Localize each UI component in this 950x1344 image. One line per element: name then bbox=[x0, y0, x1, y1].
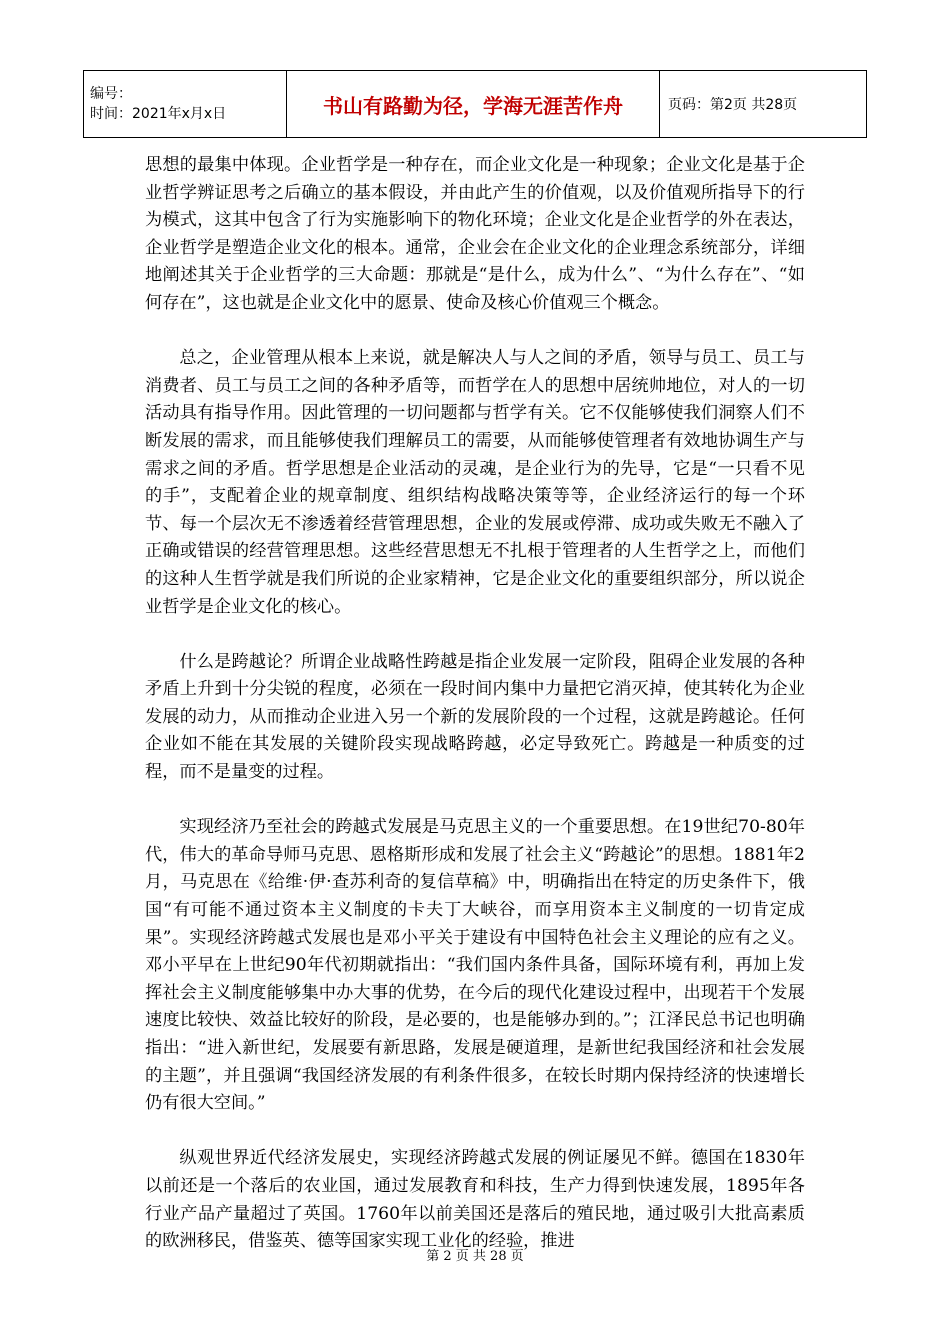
header-motto: 书山有路勤为径，学海无涯苦作舟 bbox=[287, 71, 660, 138]
paragraph: 总之，企业管理从根本上来说，就是解决人与人之间的矛盾，领导与员工、员工与消费者、员工与员工之间的各种矛盾等，而哲学在人的思想中居统帅地位，对人的一切活动具有指导作用。因此管理的一切问题都与哲学有关。它不仅能够使我们洞察人们不断发展的需求，而且能够使我们理解员工的需要，从而能够使管理者有效地协调生产与需求之间的矛盾。哲学思想是企业活动的灵魂，是企业行为的先导，它是“一只看不见的手”，支配着企业的规章制度、组织结构战略决策等等，企业经济运行的每一个环节、每一个层次无不渗透着经营管理思想，企业的发展或停滞、成功或失败无不融入了正确或错误的经营管理思想。这些经营思想无不扎根于管理者的人生哲学之上，而他们的这种人生哲学就是我们所说的企业家精神，它是企业文化的重要组织部分，所以说企业哲学是企业文化的核心。 bbox=[145, 348, 805, 617]
page-footer: 第 2 页 共 28 页 bbox=[426, 1249, 524, 1264]
time-label: 时间：2021年x月x日 bbox=[90, 106, 227, 122]
paragraph: 实现经济乃至社会的跨越式发展是马克思主义的一个重要思想。在19世纪70-80年代，伟大的革命导师马克思、恩格斯形成和发展了社会主义“跨越论”的思想。1881年2月，马克思在《给维·伊·查苏利奇的复信草稿》中，明确指出在特定的历史条件下，俄国“有可能不通过资本主义制度的卡夫丁大峡谷，而享用资本主义制度的一切肯定成果”。实现经济跨越式发展也是邓小平关于建设有中国特色社会主义理论的应有之义。邓小平早在上世纪90年代初期就指出：“我们国内条件具备，国际环境有利，再加上发挥社会主义制度能够集中办大事的优势，在今后的现代化建设过程中，出现若干个发展速度比较快、效益比较好的阶段，是必要的，也是能够办到的。”；江泽民总书记也明确指出：“进入新世纪，发展要有新思路，发展是硬道理，是新世纪我国经济和社会发展的主题”，并且强调“我国经济发展的有利条件很多，在较长时期内保持经济的快速增长仍有很大空间。” bbox=[145, 817, 805, 1114]
document-body bbox=[145, 152, 805, 1283]
number-label: 编号： bbox=[90, 86, 132, 102]
paragraph: 思想的最集中体现。企业哲学是一种存在，而企业文化是一种现象；企业文化是基于企业哲学辨证思考之后确立的基本假设，并由此产生的价值观，以及价值观所指导下的行为模式，这其中包含了行为实施影响下的物化环境；企业文化是企业哲学的外在表达，企业哲学是塑造企业文化的根本。通常，企业会在企业文化的企业理念系统部分，详细地阐述其关于企业哲学的三大命题：那就是“是什么，成为什么”、“为什么存在”、“如何存在”，这也就是企业文化中的愿景、使命及核心价值观三个概念。 bbox=[145, 155, 805, 313]
paragraph: 纵观世界近代经济发展史，实现经济跨越式发展的例证屡见不鲜。德国在1830年以前还是一个落后的农业国，通过发展教育和科技，生产力得到快速发展，1895年各行业产品产量超过了英国。1760年以前美国还是落后的殖民地，通过吸引大批高素质的欧洲移民，借鉴英、德等国家实现工业化的经验，推进 bbox=[145, 1148, 805, 1252]
paragraph: 什么是跨越论？所谓企业战略性跨越是指企业发展一定阶段，阻碍企业发展的各种矛盾上升到十分尖锐的程度，必须在一段时间内集中力量把它消灭掉，使其转化为企业发展的动力，从而推动企业进入另一个新的发展阶段的一个过程，这就是跨越论。任何企业如不能在其发展的关键阶段实现战略跨越，必定导致死亡。跨越是一种质变的过程，而不是量变的过程。 bbox=[145, 651, 805, 783]
document-header bbox=[83, 70, 867, 138]
header-meta bbox=[84, 71, 287, 138]
header-page-info: 页码：第2页 共28页 bbox=[660, 71, 867, 138]
